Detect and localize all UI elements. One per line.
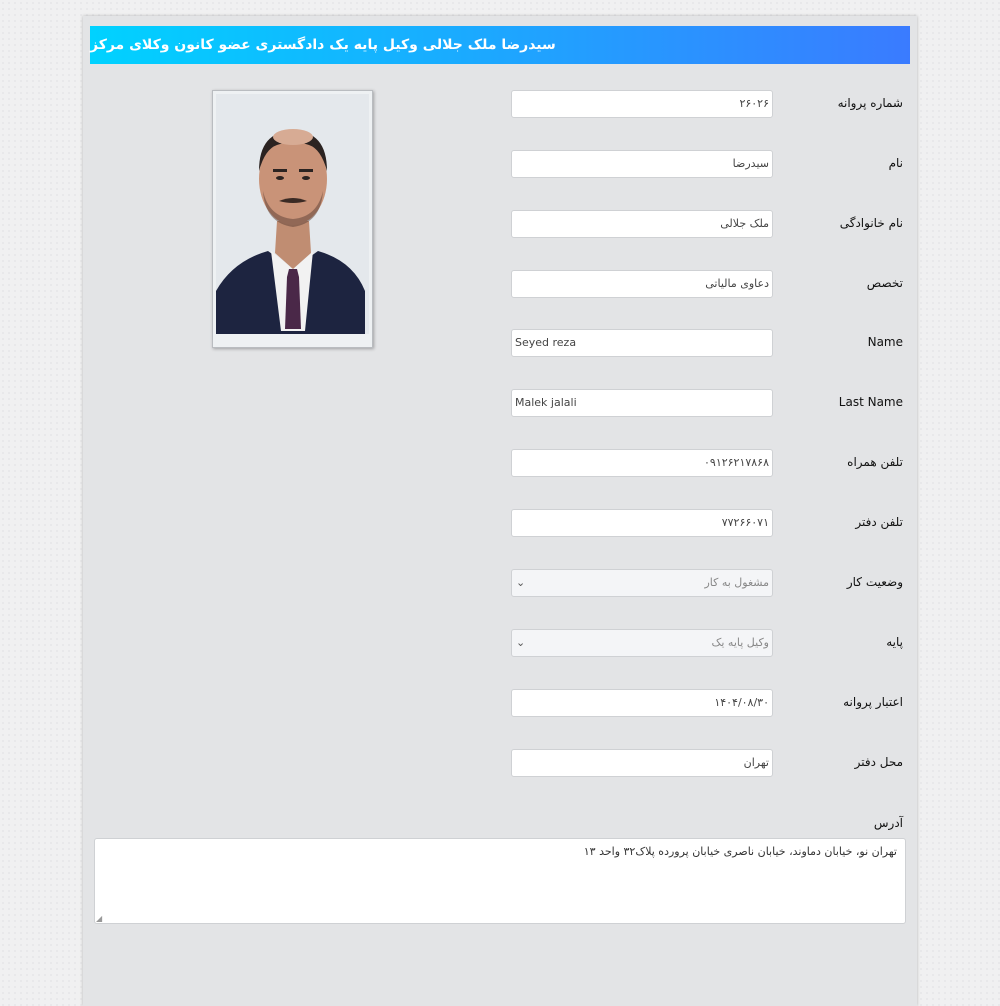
specialty-field[interactable]: دعاوی مالیاتی: [511, 270, 773, 298]
row-first-name: [83, 150, 917, 180]
row-office-location: [83, 749, 917, 779]
row-mobile: [83, 449, 917, 479]
grade-select[interactable]: [511, 629, 773, 657]
profile-header: [90, 26, 910, 64]
row-license-validity: [83, 689, 917, 719]
resize-grip-icon[interactable]: ◢: [96, 914, 103, 923]
license-validity-field[interactable]: ۱۴۰۴/۰۸/۳۰: [511, 689, 773, 717]
row-specialty: [83, 270, 917, 300]
mobile-field[interactable]: ۰۹۱۲۶۲۱۷۸۶۸: [511, 449, 773, 477]
row-last-name-en: [83, 389, 917, 419]
address-value: تهران نو، خیابان دماوند، خیابان ناصری خیابان پرورده پلاک۳۲ واحد ۱۳: [583, 845, 897, 858]
row-last-name: [83, 210, 917, 240]
row-name-en: [83, 329, 917, 359]
office-phone-field[interactable]: ۷۷۲۶۶۰۷۱: [511, 509, 773, 537]
mobile-label: تلفن همراه: [847, 455, 903, 469]
license-validity-label: اعتبار پروانه: [843, 695, 903, 709]
name-en-field[interactable]: Seyed reza: [511, 329, 773, 357]
name-en-label: Name: [867, 335, 903, 349]
address-textarea[interactable]: [94, 838, 906, 924]
license-number-field[interactable]: ۲۶۰۲۶: [511, 90, 773, 118]
page-title: سیدرضا ملک جلالی وکیل پایه یک دادگستری عضو کانون وکلای مرکز: [90, 37, 556, 53]
grade-value: وکیل پایه یک: [711, 636, 769, 649]
last-name-en-field[interactable]: Malek jalali: [511, 389, 773, 417]
specialty-label: تخصص: [866, 276, 903, 290]
row-license-number: [83, 90, 917, 120]
grade-label: پایه: [886, 635, 903, 649]
first-name-field[interactable]: سیدرضا: [511, 150, 773, 178]
work-status-value: مشغول به کار: [704, 576, 769, 589]
row-office-phone: [83, 509, 917, 539]
address-label: آدرس: [873, 816, 903, 830]
chevron-down-icon: ⌄: [516, 576, 526, 589]
office-location-label: محل دفتر: [854, 755, 903, 769]
row-work-status: [83, 569, 917, 599]
work-status-select[interactable]: [511, 569, 773, 597]
last-name-label: نام خانوادگی: [839, 216, 903, 230]
row-grade: [83, 629, 917, 659]
last-name-field[interactable]: ملک جلالی: [511, 210, 773, 238]
first-name-label: نام: [888, 156, 903, 170]
last-name-en-label: Last Name: [838, 395, 903, 409]
office-location-field[interactable]: تهران: [511, 749, 773, 777]
work-status-label: وضعیت کار: [846, 575, 903, 589]
office-phone-label: تلفن دفتر: [855, 515, 903, 529]
profile-panel: [83, 16, 917, 1006]
license-number-label: شماره پروانه: [837, 96, 903, 110]
chevron-down-icon: ⌄: [516, 636, 526, 649]
